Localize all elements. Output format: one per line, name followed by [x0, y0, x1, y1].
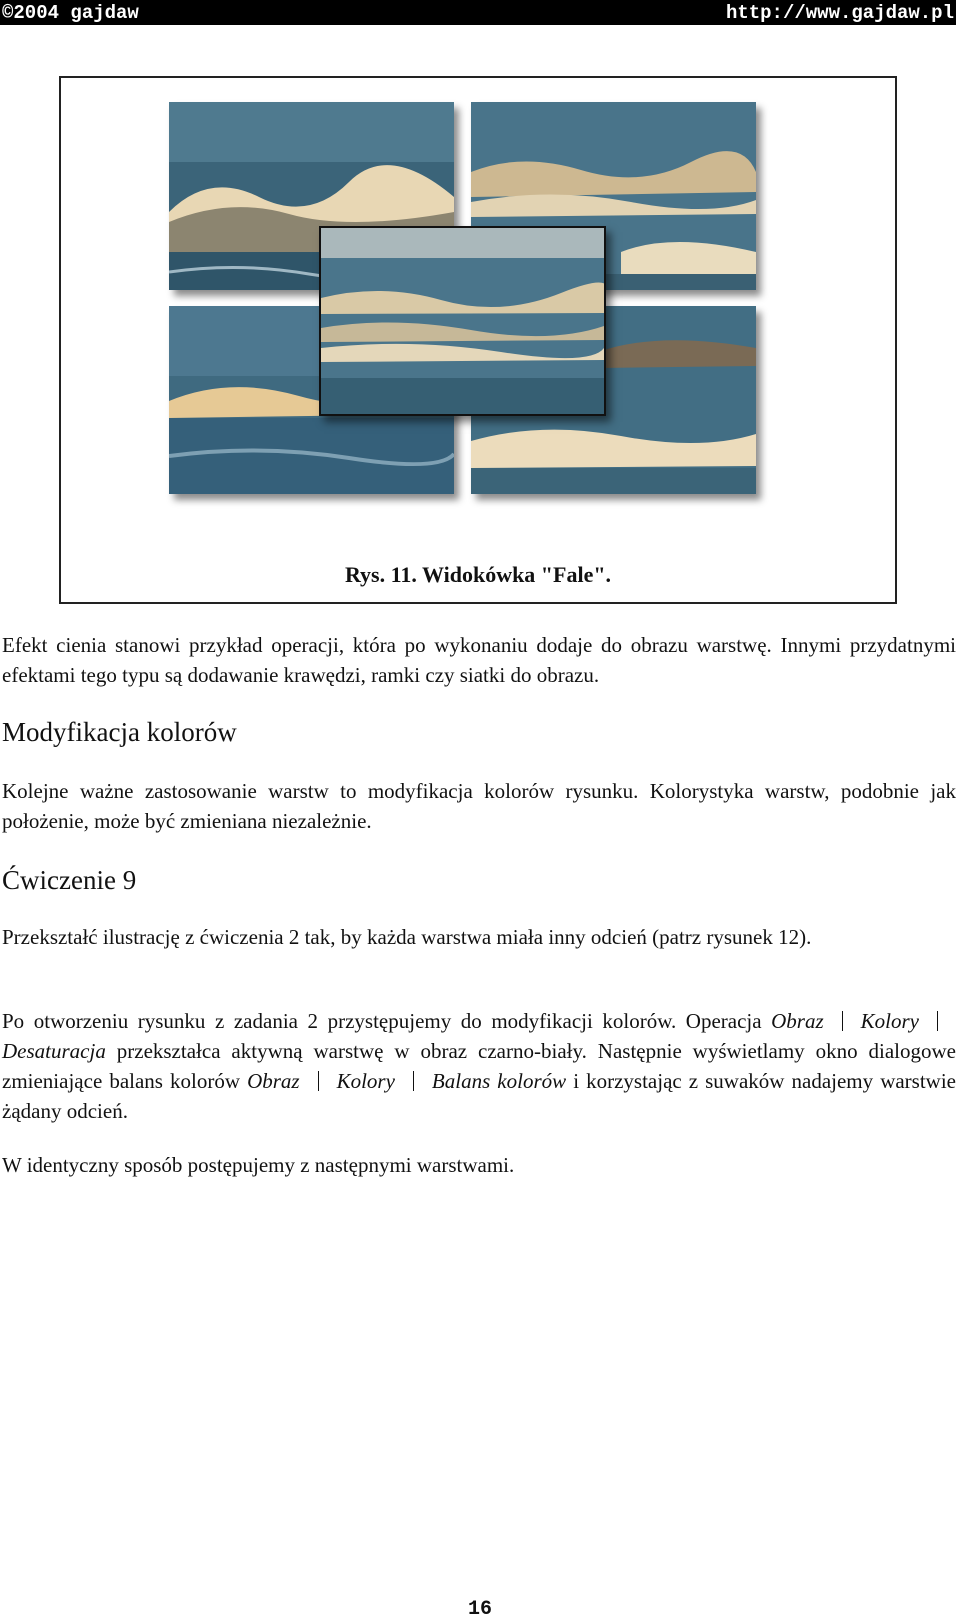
wave-photo-center: [319, 226, 606, 416]
menu-obraz-2: Obraz: [247, 1069, 300, 1093]
menu-separator: [413, 1071, 414, 1091]
header-url[interactable]: http://www.gajdaw.pl: [725, 1, 954, 24]
menu-separator: [318, 1071, 319, 1091]
header-copyright: ©2004 gajdaw: [2, 1, 139, 24]
figure-caption: Rys. 11. Widokówka "Fale".: [344, 562, 612, 587]
menu-balans-kolorow: Balans kolorów: [431, 1069, 567, 1093]
menu-desaturacja: Desaturacja: [2, 1039, 106, 1063]
paragraph-color-layers: Kolejne ważne zastosowanie warstw to modyfikacja kolorów rysunku. Kolorystyka warstw, podobnie jak położenie, może być zmieniana niezależnie.: [2, 779, 956, 833]
figure-postcard: [59, 76, 897, 604]
page-header: [0, 0, 956, 25]
instruction-text-2: przekształca aktywną warstwę w obraz czarno-biały. Następnie wyświetlamy okno dialogowe zmieniające balans kolorów: [2, 1039, 956, 1093]
menu-separator: [842, 1011, 843, 1031]
paragraph-next-layers: W identyczny sposób postępujemy z następnymi warstwami.: [2, 1153, 515, 1177]
page-number: 16: [467, 1598, 492, 1621]
paragraph-exercise-task: Przekształć ilustrację z ćwiczenia 2 tak, by każda warstwa miała inny odcień (patrz rysunek 12).: [2, 925, 812, 949]
instruction-text-3: i korzystając z suwaków nadajemy warstwie żądany odcień.: [2, 1069, 957, 1123]
paragraph-instructions: [2, 1006, 956, 1126]
menu-separator: [937, 1011, 938, 1031]
menu-obraz: Obraz: [771, 1009, 824, 1033]
paragraph-shadow-effect: Efekt cienia stanowi przykład operacji, która po wykonaniu dodaje do obrazu warstwę. Innymi przydatnymi efektami tego typu są dodawanie krawędzi, ramki czy siatki do obrazu.: [2, 633, 956, 687]
heading-color-modification: Modyfikacja kolorów: [2, 717, 237, 747]
heading-exercise-9: Ćwiczenie 9: [2, 865, 137, 895]
instruction-text-1: Po otworzeniu rysunku z zadania 2 przystępujemy do modyfikacji kolorów. Operacja: [2, 1009, 772, 1033]
menu-kolory-2: Kolory: [336, 1069, 395, 1093]
menu-kolory: Kolory: [860, 1009, 919, 1033]
